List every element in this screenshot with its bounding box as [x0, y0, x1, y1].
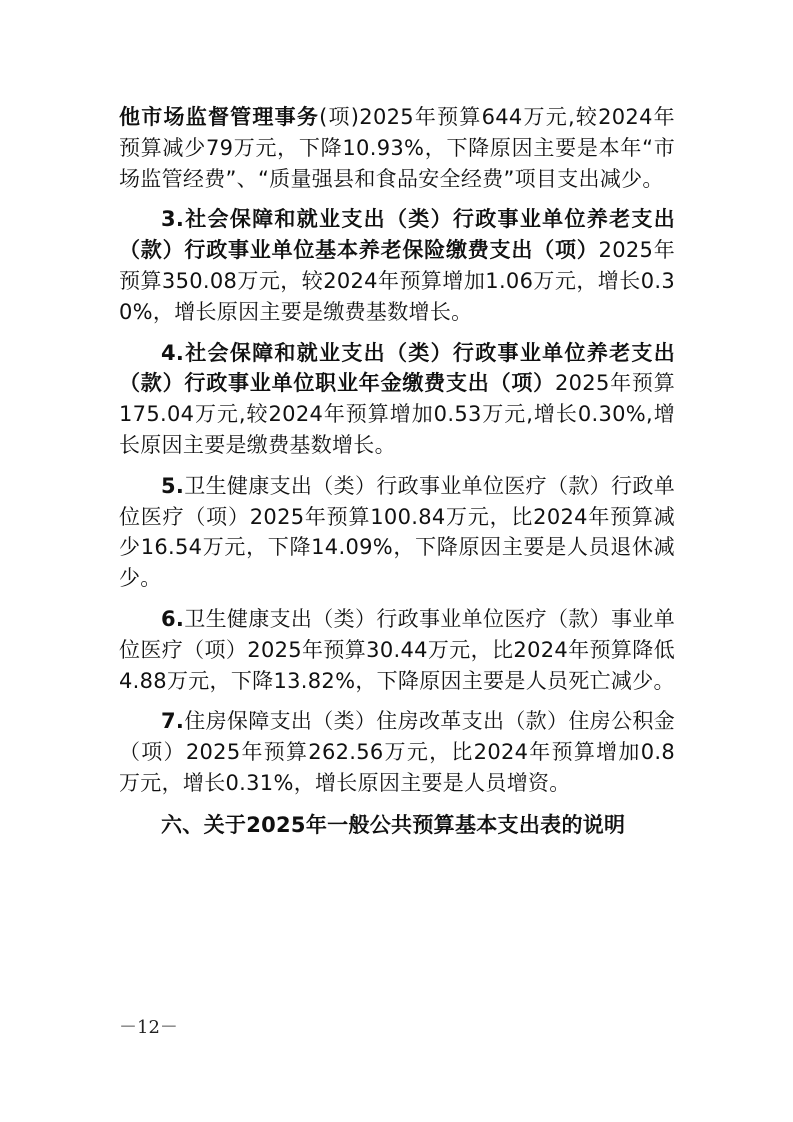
paragraph-item-6-text: 卫生健康支出（类）行政事业单位医疗（款）事业单位医疗（项）2025年预算30.44万元，比2024年预算降低4.88万元，下降13.82%，下降原因主要是人员死亡减少。 [119, 606, 675, 693]
paragraph-item-3-lead: 3.社会保障和就业支出（类）行政事业单位养老支出（款）行政事业单位基本养老保险缴费支出（项） [119, 207, 675, 263]
paragraph-item-5 [119, 471, 675, 594]
paragraph-item-6-lead: 6. [161, 606, 185, 631]
paragraph-continuation-text: (项)2025年预算644万元,较2024年预算减少79万元，下降10.93%，下降原因主要是本年“市场监管经费”、“质量强县和食品安全经费”项目支出减少。 [119, 105, 675, 191]
paragraph-item-3-text: 2025年预算350.08万元，较2024年预算增加1.06万元，增长0.30%，增长原因主要是缴费基数增长。 [119, 238, 675, 324]
paragraph-item-7-lead: 7. [161, 709, 185, 734]
page-number: －12－ [119, 1017, 178, 1038]
paragraph-item-4-lead: 4.社会保障和就业支出（类）行政事业单位养老支出（款）行政事业单位职业年金缴费支出（项） [119, 340, 675, 396]
document-page [119, 102, 675, 841]
paragraph-item-6 [119, 604, 675, 696]
paragraph-item-3 [119, 204, 675, 327]
paragraph-continuation-bold: 他市场监督管理事务 [119, 105, 320, 129]
paragraph-item-7-text: 住房保障支出（类）住房改革支出（款）住房公积金（项）2025年预算262.56万元，比2024年预算增加0.8万元，增长0.31%，增长原因主要是人员增资。 [119, 709, 675, 795]
paragraph-item-7 [119, 706, 675, 798]
paragraph-item-5-lead: 5. [161, 473, 185, 498]
paragraph-continuation [119, 102, 675, 194]
paragraph-item-5-text: 卫生健康支出（类）行政事业单位医疗（款）行政单位医疗（项）2025年预算100.84万元，比2024年预算减少16.54万元，下降14.09%，下降原因主要是人员退休减少。 [119, 473, 675, 591]
paragraph-item-4-text: 2025年预算175.04万元,较2024年预算增加0.53万元,增长0.30%,增长原因主要是缴费基数增长。 [119, 371, 676, 457]
section-heading: 六、关于2025年一般公共预算基本支出表的说明 [161, 812, 626, 837]
paragraph-item-4 [119, 338, 675, 461]
